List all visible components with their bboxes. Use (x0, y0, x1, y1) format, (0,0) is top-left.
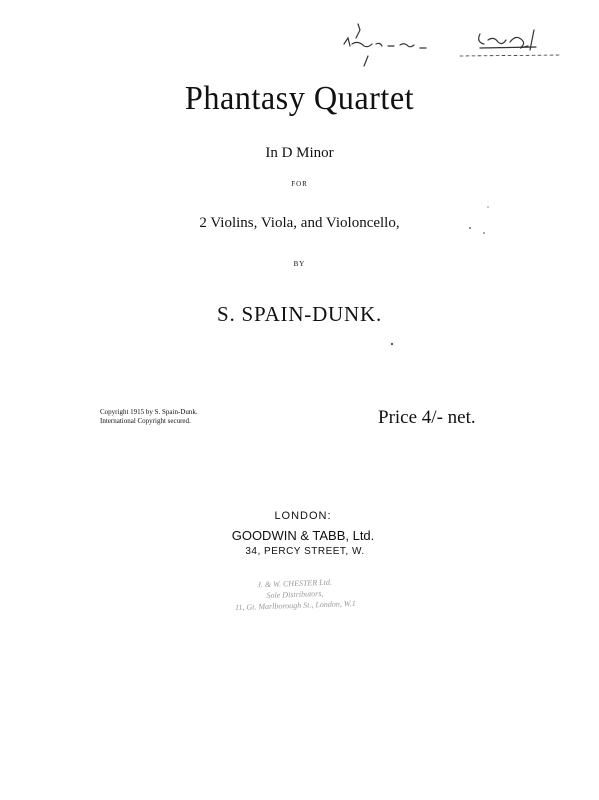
handwritten-annotation (330, 20, 570, 80)
publisher-city: LONDON: (274, 510, 332, 522)
publisher-address: 34, PERCY STREET, W. (245, 546, 365, 557)
copyright-line-1: Copyright 1915 by S. Spain-Dunk. (100, 408, 198, 416)
copyright-line-2: International Copyright secured. (100, 417, 191, 425)
key-signature: In D Minor (265, 145, 334, 161)
distributor-stamp (209, 575, 380, 614)
copyright-notice (100, 408, 198, 426)
stamp-line-2: Sole Distributors, (266, 589, 324, 600)
instrumentation: 2 Violins, Viola, and Violoncello, (199, 215, 400, 231)
composer-name: S. SPAIN-DUNK. (216, 302, 383, 326)
for-label: FOR (291, 180, 308, 188)
publisher-name: GOODWIN & TABB, Ltd. (231, 528, 375, 543)
stamp-line-3: 11, Gt. Marlborough St., London, W.1 (234, 598, 356, 613)
score-title: Phantasy Quartet (184, 80, 415, 117)
by-label: BY (293, 260, 306, 268)
stamp-line-1: J. & W. CHESTER Ltd. (257, 577, 333, 590)
price-label: Price 4/- net. (378, 407, 476, 428)
